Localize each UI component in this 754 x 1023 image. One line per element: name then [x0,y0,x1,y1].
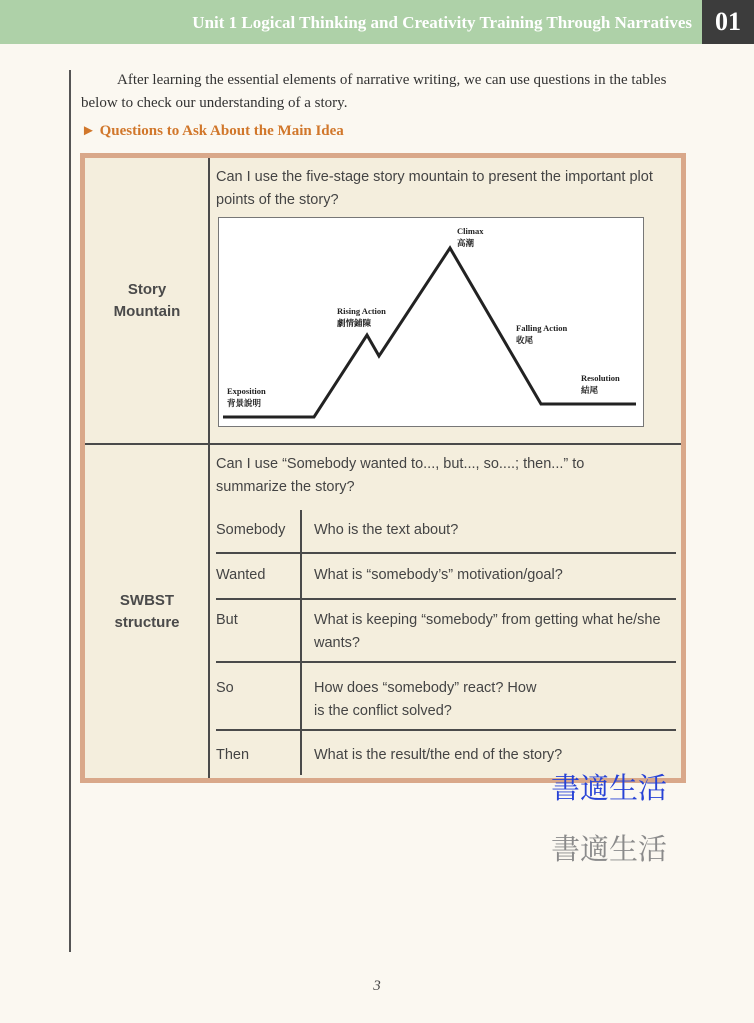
resolution-label-zh: 結尾 [581,385,599,395]
swbst-value: What is keeping “somebody” from getting what he/she wants? [314,612,661,651]
story-mountain-label-line1: Story [127,280,167,298]
swbst-key: Wanted [216,567,266,583]
swbst-key: But [216,612,238,628]
swbst-key: Somebody [216,522,286,538]
rising-action-label-zh: 劇情鋪陳 [337,318,372,328]
unit-number-badge: 01 [702,0,754,44]
story-mountain-question: Can I use the five-stage story mountain to present the important plot points of the story? [216,169,653,208]
margin-line [69,70,71,952]
swbst-value: What is the result/the end of the story? [314,747,563,763]
section-heading: ► Questions to Ask About the Main Idea [81,123,344,139]
falling-action-label-en: Falling Action [516,323,568,333]
swbst-question: Can I use “Somebody wanted to..., but..., so....; then...” to summarize the story? [216,456,585,495]
falling-action-label-zh: 收尾 [516,335,534,345]
swbst-value: What is “somebody’s” motivation/goal? [314,567,563,583]
story-mountain-svg [219,218,643,426]
swbst-value: How does “somebody” react? How is the conflict solved? [314,680,537,719]
header-band [0,0,754,44]
rising-action-label-en: Rising Action [337,306,386,316]
questions-table [80,153,686,783]
story-mountain-line [223,248,636,417]
story-mountain-label [85,158,209,443]
exposition-label-zh: 背景說明 [227,398,262,408]
swbst-label-line1: SWBST [119,591,175,609]
swbst-key: Then [216,747,250,763]
header-title: Unit 1 Logical Thinking and Creativity Training Through Narratives [192,13,692,32]
story-mountain-diagram [218,217,644,427]
swbst-value: Who is the text about? [314,522,459,538]
exposition-label-en: Exposition [227,386,266,396]
swbst-label-line2: structure [114,613,180,631]
watermark-blue: 書適生活 [551,771,668,805]
watermark-gray: 書適生活 [551,832,668,866]
swbst-row-divider [216,598,676,600]
intro-paragraph: After learning the essential elements of narrative writing, we can use questions in the tables below to check our understanding of a story. [81,72,667,111]
story-mountain-label-line2: Mountain [113,302,181,320]
climax-label-zh: 高潮 [457,238,475,248]
swbst-label [85,445,209,778]
page-number: 3 [373,978,381,994]
swbst-key-divider [300,510,302,775]
swbst-row-divider [216,661,676,663]
climax-label-en: Climax [457,226,484,236]
swbst-row-divider [216,552,676,554]
swbst-row-divider [216,729,676,731]
swbst-key: So [216,680,234,696]
questions-table-body [85,158,681,778]
resolution-label-en: Resolution [581,373,620,383]
